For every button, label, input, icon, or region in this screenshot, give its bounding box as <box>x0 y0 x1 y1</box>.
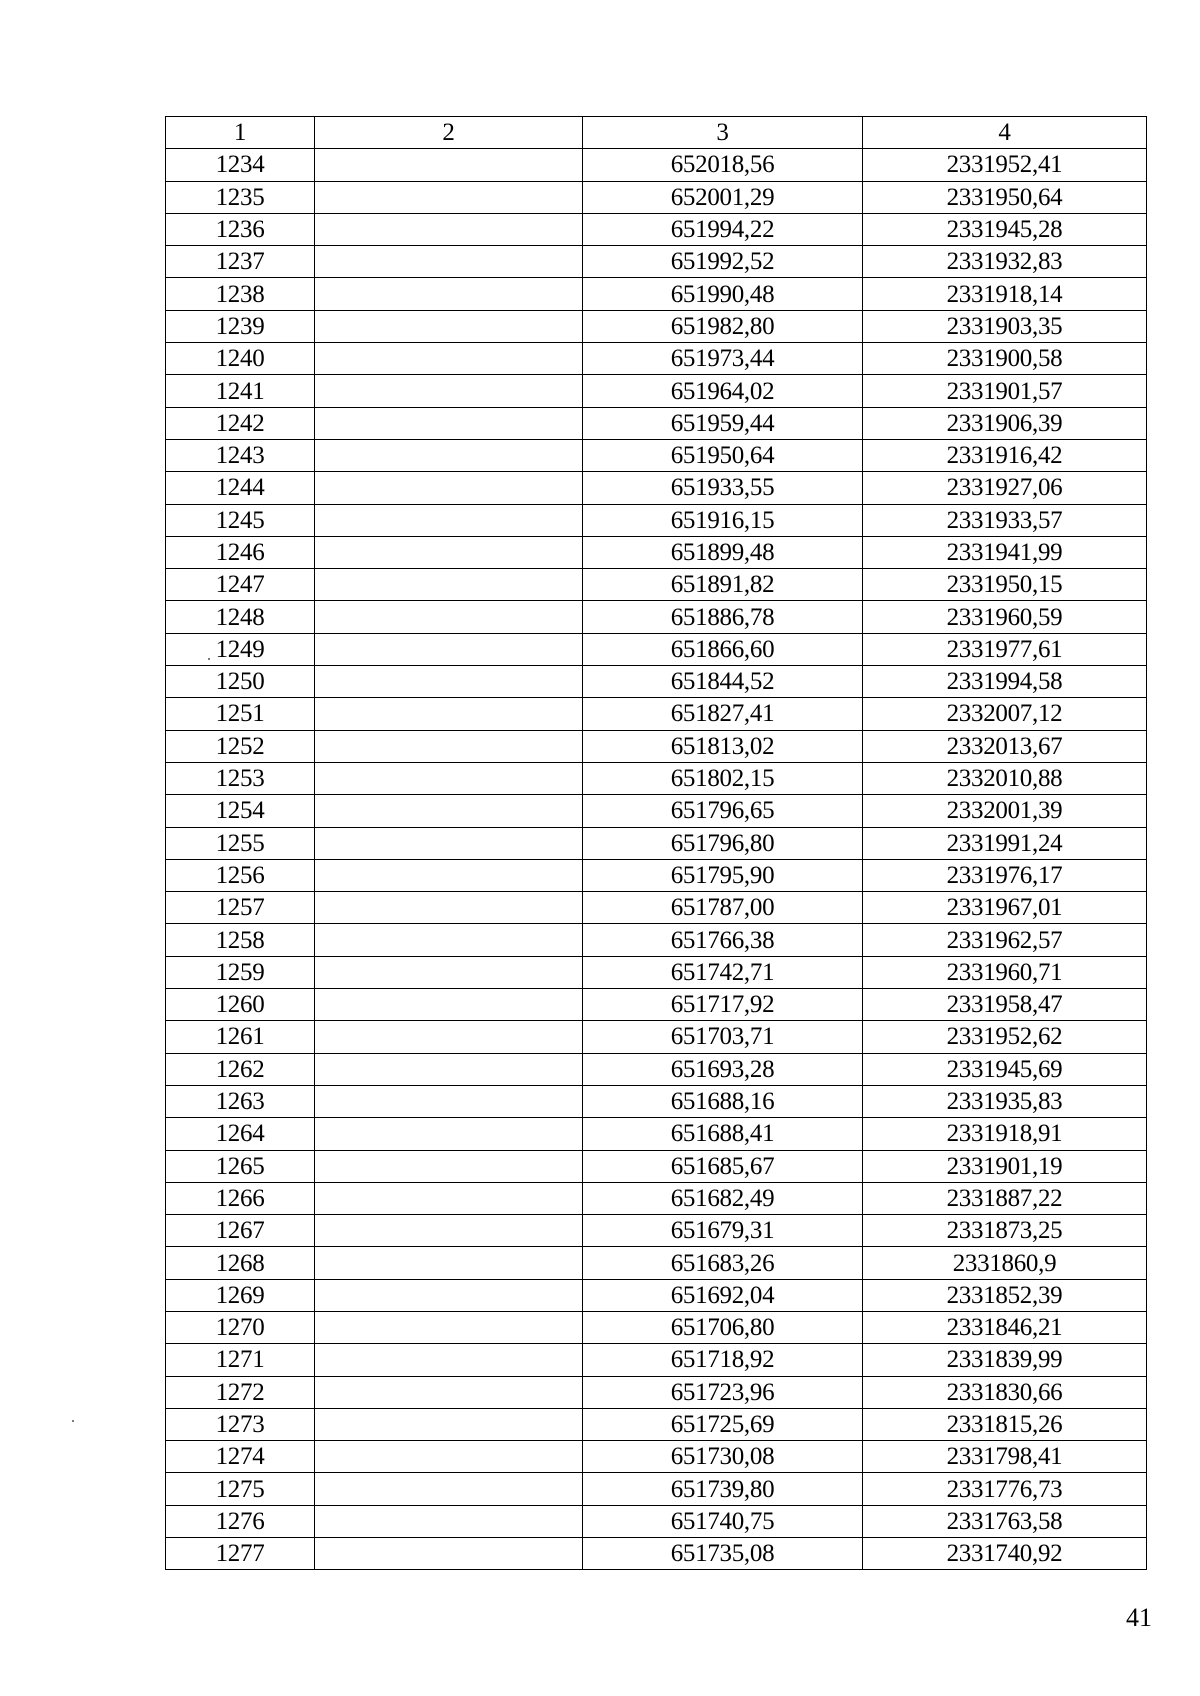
x-coordinate-cell: 651982,80 <box>583 310 863 342</box>
y-coordinate-cell: 2331958,47 <box>863 989 1147 1021</box>
point-number-cell: 1273 <box>166 1408 315 1440</box>
table-row <box>166 1279 1147 1311</box>
x-coordinate-cell: 651730,08 <box>583 1441 863 1473</box>
table-row <box>166 504 1147 536</box>
x-coordinate-cell: 651959,44 <box>583 407 863 439</box>
table-row <box>166 666 1147 698</box>
table-row <box>166 698 1147 730</box>
y-coordinate-cell: 2331945,28 <box>863 213 1147 245</box>
x-coordinate-cell: 651717,92 <box>583 989 863 1021</box>
table-row <box>166 1085 1147 1117</box>
table-row <box>166 343 1147 375</box>
table-row <box>166 762 1147 794</box>
y-coordinate-cell: 2332001,39 <box>863 795 1147 827</box>
table-row <box>166 439 1147 471</box>
header-cell-1: 1 <box>166 117 315 149</box>
point-number-cell: 1242 <box>166 407 315 439</box>
point-number-cell: 1235 <box>166 181 315 213</box>
y-coordinate-cell: 2331901,19 <box>863 1150 1147 1182</box>
x-coordinate-cell: 651950,64 <box>583 439 863 471</box>
y-coordinate-cell: 2331776,73 <box>863 1473 1147 1505</box>
x-coordinate-cell: 651735,08 <box>583 1538 863 1570</box>
point-number-cell: 1270 <box>166 1311 315 1343</box>
x-coordinate-cell: 651994,22 <box>583 213 863 245</box>
table-row <box>166 1182 1147 1214</box>
table-row <box>166 859 1147 891</box>
column-2-cell <box>315 1118 583 1150</box>
y-coordinate-cell: 2331873,25 <box>863 1215 1147 1247</box>
table-row <box>166 1021 1147 1053</box>
x-coordinate-cell: 651766,38 <box>583 924 863 956</box>
table-row <box>166 1247 1147 1279</box>
column-2-cell <box>315 666 583 698</box>
point-number-cell: 1263 <box>166 1085 315 1117</box>
column-2-cell <box>315 859 583 891</box>
x-coordinate-cell: 651992,52 <box>583 246 863 278</box>
column-2-cell <box>315 1279 583 1311</box>
column-2-cell <box>315 1215 583 1247</box>
column-2-cell <box>315 278 583 310</box>
column-2-cell <box>315 698 583 730</box>
y-coordinate-cell: 2331900,58 <box>863 343 1147 375</box>
point-number-cell: 1236 <box>166 213 315 245</box>
header-cell-2: 2 <box>315 117 583 149</box>
x-coordinate-cell: 651685,67 <box>583 1150 863 1182</box>
table-row <box>166 278 1147 310</box>
column-2-cell <box>315 633 583 665</box>
point-number-cell: 1258 <box>166 924 315 956</box>
column-2-cell <box>315 536 583 568</box>
column-2-cell <box>315 730 583 762</box>
x-coordinate-cell: 651802,15 <box>583 762 863 794</box>
x-coordinate-cell: 651723,96 <box>583 1376 863 1408</box>
table-row <box>166 181 1147 213</box>
y-coordinate-cell: 2332013,67 <box>863 730 1147 762</box>
y-coordinate-cell: 2331994,58 <box>863 666 1147 698</box>
y-coordinate-cell: 2331798,41 <box>863 1441 1147 1473</box>
x-coordinate-cell: 651683,26 <box>583 1247 863 1279</box>
x-coordinate-cell: 651990,48 <box>583 278 863 310</box>
table-row <box>166 213 1147 245</box>
x-coordinate-cell: 651916,15 <box>583 504 863 536</box>
y-coordinate-cell: 2331967,01 <box>863 892 1147 924</box>
table-row <box>166 1150 1147 1182</box>
point-number-cell: 1249 <box>166 633 315 665</box>
point-number-cell: 1246 <box>166 536 315 568</box>
x-coordinate-cell: 651973,44 <box>583 343 863 375</box>
point-number-cell: 1256 <box>166 859 315 891</box>
table-row <box>166 375 1147 407</box>
point-number-cell: 1266 <box>166 1182 315 1214</box>
column-2-cell <box>315 1441 583 1473</box>
point-number-cell: 1262 <box>166 1053 315 1085</box>
table-row <box>166 569 1147 601</box>
column-2-cell <box>315 989 583 1021</box>
point-number-cell: 1251 <box>166 698 315 730</box>
x-coordinate-cell: 651886,78 <box>583 601 863 633</box>
y-coordinate-cell: 2331952,62 <box>863 1021 1147 1053</box>
x-coordinate-cell: 651688,41 <box>583 1118 863 1150</box>
y-coordinate-cell: 2331852,39 <box>863 1279 1147 1311</box>
column-2-cell <box>315 795 583 827</box>
y-coordinate-cell: 2331906,39 <box>863 407 1147 439</box>
x-coordinate-cell: 651692,04 <box>583 1279 863 1311</box>
point-number-cell: 1269 <box>166 1279 315 1311</box>
point-number-cell: 1272 <box>166 1376 315 1408</box>
y-coordinate-cell: 2331740,92 <box>863 1538 1147 1570</box>
point-number-cell: 1243 <box>166 439 315 471</box>
column-2-cell <box>315 569 583 601</box>
point-number-cell: 1241 <box>166 375 315 407</box>
y-coordinate-cell: 2331918,14 <box>863 278 1147 310</box>
point-number-cell: 1268 <box>166 1247 315 1279</box>
table-row <box>166 989 1147 1021</box>
point-number-cell: 1254 <box>166 795 315 827</box>
table-header-row <box>166 117 1147 149</box>
point-number-cell: 1244 <box>166 472 315 504</box>
point-number-cell: 1252 <box>166 730 315 762</box>
column-2-cell <box>315 1344 583 1376</box>
column-2-cell <box>315 1085 583 1117</box>
point-number-cell: 1245 <box>166 504 315 536</box>
column-2-cell <box>315 407 583 439</box>
x-coordinate-cell: 651718,92 <box>583 1344 863 1376</box>
y-coordinate-cell: 2331945,69 <box>863 1053 1147 1085</box>
table-row <box>166 601 1147 633</box>
point-number-cell: 1276 <box>166 1505 315 1537</box>
column-2-cell <box>315 1505 583 1537</box>
y-coordinate-cell: 2331887,22 <box>863 1182 1147 1214</box>
table-row <box>166 1376 1147 1408</box>
point-number-cell: 1277 <box>166 1538 315 1570</box>
y-coordinate-cell: 2331960,71 <box>863 956 1147 988</box>
y-coordinate-cell: 2331991,24 <box>863 827 1147 859</box>
x-coordinate-cell: 651693,28 <box>583 1053 863 1085</box>
column-2-cell <box>315 1408 583 1440</box>
y-coordinate-cell: 2331952,41 <box>863 149 1147 181</box>
y-coordinate-cell: 2331950,15 <box>863 569 1147 601</box>
x-coordinate-cell: 651679,31 <box>583 1215 863 1247</box>
x-coordinate-cell: 652001,29 <box>583 181 863 213</box>
table-row <box>166 407 1147 439</box>
y-coordinate-cell: 2331846,21 <box>863 1311 1147 1343</box>
y-coordinate-cell: 2331830,66 <box>863 1376 1147 1408</box>
column-2-cell <box>315 1053 583 1085</box>
table-row <box>166 956 1147 988</box>
y-coordinate-cell: 2331903,35 <box>863 310 1147 342</box>
x-coordinate-cell: 651706,80 <box>583 1311 863 1343</box>
table-row <box>166 892 1147 924</box>
table-row <box>166 472 1147 504</box>
point-number-cell: 1259 <box>166 956 315 988</box>
table-row <box>166 246 1147 278</box>
header-cell-3: 3 <box>583 117 863 149</box>
y-coordinate-cell: 2331916,42 <box>863 439 1147 471</box>
column-2-cell <box>315 343 583 375</box>
column-2-cell <box>315 1021 583 1053</box>
table-row <box>166 1215 1147 1247</box>
x-coordinate-cell: 651899,48 <box>583 536 863 568</box>
header-cell-4: 4 <box>863 117 1147 149</box>
y-coordinate-cell: 2331918,91 <box>863 1118 1147 1150</box>
x-coordinate-cell: 651688,16 <box>583 1085 863 1117</box>
y-coordinate-cell: 2331950,64 <box>863 181 1147 213</box>
page-number: 41 <box>1126 1603 1152 1632</box>
y-coordinate-cell: 2331927,06 <box>863 472 1147 504</box>
point-number-cell: 1250 <box>166 666 315 698</box>
point-number-cell: 1248 <box>166 601 315 633</box>
point-number-cell: 1253 <box>166 762 315 794</box>
column-2-cell <box>315 1311 583 1343</box>
y-coordinate-cell: 2331976,17 <box>863 859 1147 891</box>
point-number-cell: 1267 <box>166 1215 315 1247</box>
coordinates-table-container <box>165 116 1146 1570</box>
x-coordinate-cell: 651725,69 <box>583 1408 863 1440</box>
table-row <box>166 310 1147 342</box>
scan-speck <box>208 658 210 660</box>
column-2-cell <box>315 1538 583 1570</box>
x-coordinate-cell: 651933,55 <box>583 472 863 504</box>
x-coordinate-cell: 652018,56 <box>583 149 863 181</box>
x-coordinate-cell: 651703,71 <box>583 1021 863 1053</box>
column-2-cell <box>315 892 583 924</box>
x-coordinate-cell: 651891,82 <box>583 569 863 601</box>
x-coordinate-cell: 651964,02 <box>583 375 863 407</box>
x-coordinate-cell: 651796,65 <box>583 795 863 827</box>
column-2-cell <box>315 1150 583 1182</box>
column-2-cell <box>315 1473 583 1505</box>
point-number-cell: 1239 <box>166 310 315 342</box>
point-number-cell: 1275 <box>166 1473 315 1505</box>
point-number-cell: 1261 <box>166 1021 315 1053</box>
table-row <box>166 1344 1147 1376</box>
column-2-cell <box>315 181 583 213</box>
column-2-cell <box>315 762 583 794</box>
column-2-cell <box>315 375 583 407</box>
table-row <box>166 1473 1147 1505</box>
y-coordinate-cell: 2331977,61 <box>863 633 1147 665</box>
column-2-cell <box>315 149 583 181</box>
table-row <box>166 1053 1147 1085</box>
y-coordinate-cell: 2332010,88 <box>863 762 1147 794</box>
x-coordinate-cell: 651795,90 <box>583 859 863 891</box>
table-row <box>166 795 1147 827</box>
column-2-cell <box>315 213 583 245</box>
point-number-cell: 1274 <box>166 1441 315 1473</box>
y-coordinate-cell: 2331962,57 <box>863 924 1147 956</box>
point-number-cell: 1260 <box>166 989 315 1021</box>
x-coordinate-cell: 651866,60 <box>583 633 863 665</box>
x-coordinate-cell: 651682,49 <box>583 1182 863 1214</box>
point-number-cell: 1265 <box>166 1150 315 1182</box>
y-coordinate-cell: 2331933,57 <box>863 504 1147 536</box>
x-coordinate-cell: 651739,80 <box>583 1473 863 1505</box>
point-number-cell: 1264 <box>166 1118 315 1150</box>
point-number-cell: 1257 <box>166 892 315 924</box>
column-2-cell <box>315 1376 583 1408</box>
y-coordinate-cell: 2331839,99 <box>863 1344 1147 1376</box>
point-number-cell: 1271 <box>166 1344 315 1376</box>
column-2-cell <box>315 1182 583 1214</box>
column-2-cell <box>315 601 583 633</box>
y-coordinate-cell: 2331960,59 <box>863 601 1147 633</box>
y-coordinate-cell: 2331815,26 <box>863 1408 1147 1440</box>
table-row <box>166 1441 1147 1473</box>
coordinates-table-body <box>166 117 1147 1570</box>
table-row <box>166 924 1147 956</box>
column-2-cell <box>315 924 583 956</box>
column-2-cell <box>315 504 583 536</box>
y-coordinate-cell: 2331860,9 <box>863 1247 1147 1279</box>
table-row <box>166 827 1147 859</box>
column-2-cell <box>315 310 583 342</box>
table-row <box>166 633 1147 665</box>
column-2-cell <box>315 827 583 859</box>
x-coordinate-cell: 651796,80 <box>583 827 863 859</box>
column-2-cell <box>315 472 583 504</box>
y-coordinate-cell: 2331932,83 <box>863 246 1147 278</box>
y-coordinate-cell: 2332007,12 <box>863 698 1147 730</box>
point-number-cell: 1234 <box>166 149 315 181</box>
table-row <box>166 1311 1147 1343</box>
y-coordinate-cell: 2331901,57 <box>863 375 1147 407</box>
x-coordinate-cell: 651844,52 <box>583 666 863 698</box>
point-number-cell: 1255 <box>166 827 315 859</box>
column-2-cell <box>315 1247 583 1279</box>
coordinates-table <box>165 116 1147 1570</box>
column-2-cell <box>315 246 583 278</box>
scan-speck <box>72 1420 74 1422</box>
y-coordinate-cell: 2331941,99 <box>863 536 1147 568</box>
point-number-cell: 1237 <box>166 246 315 278</box>
column-2-cell <box>315 956 583 988</box>
x-coordinate-cell: 651740,75 <box>583 1505 863 1537</box>
x-coordinate-cell: 651742,71 <box>583 956 863 988</box>
table-row <box>166 1408 1147 1440</box>
x-coordinate-cell: 651787,00 <box>583 892 863 924</box>
column-2-cell <box>315 439 583 471</box>
table-row <box>166 1538 1147 1570</box>
y-coordinate-cell: 2331935,83 <box>863 1085 1147 1117</box>
x-coordinate-cell: 651813,02 <box>583 730 863 762</box>
x-coordinate-cell: 651827,41 <box>583 698 863 730</box>
table-row <box>166 536 1147 568</box>
table-row <box>166 1505 1147 1537</box>
point-number-cell: 1238 <box>166 278 315 310</box>
point-number-cell: 1240 <box>166 343 315 375</box>
table-row <box>166 1118 1147 1150</box>
table-row <box>166 730 1147 762</box>
y-coordinate-cell: 2331763,58 <box>863 1505 1147 1537</box>
table-row <box>166 149 1147 181</box>
point-number-cell: 1247 <box>166 569 315 601</box>
